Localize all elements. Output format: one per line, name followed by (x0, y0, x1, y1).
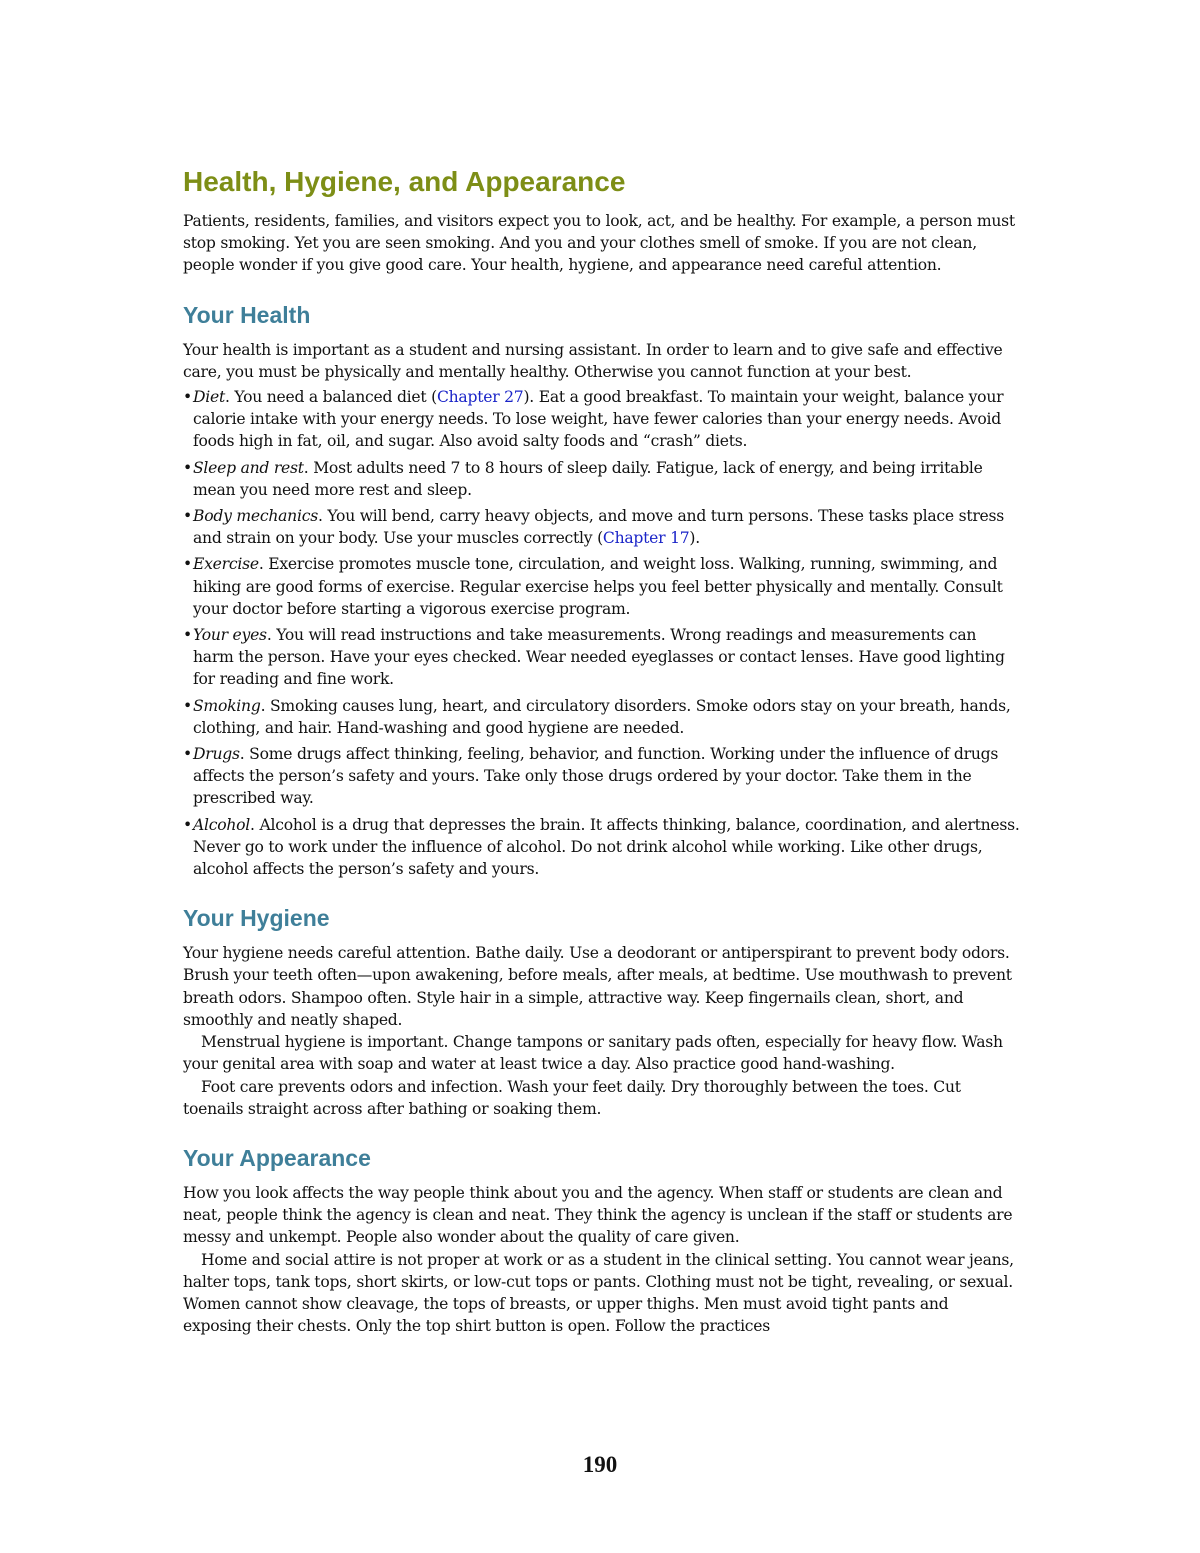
hygiene-paragraph: Foot care prevents odors and infection. Wash your feet daily. Dry thoroughly between the toes. Cut toenails straight across after bathing or soaking them. (183, 1077, 961, 1118)
chapter-link[interactable]: Chapter 17 (602, 529, 690, 548)
bullet-text: . Alcohol is a drug that depresses the brain. It affects thinking, balance, coordination, and alertness. Never go to work under the influence of alcohol. Do not drink alcohol while working. Like other drugs, alcohol affects the person’s safety and yours. (193, 815, 1020, 879)
hygiene-paragraph: Your hygiene needs careful attention. Bathe daily. Use a deodorant or antiperspirant to prevent body odors. Brush your teeth often—upon awakening, before meals, after meals, at bedtime. Use mouthwash to prevent breath odors. Shampoo often. Style hair in a simple, attractive way. Keep fingernails clean, short, and smoothly and neatly shaped. (183, 944, 1012, 1029)
bullet-icon: • (183, 388, 192, 407)
list-item (183, 695, 1020, 739)
bullet-icon: • (183, 745, 192, 764)
list-item (183, 814, 1020, 881)
bullet-icon: • (183, 626, 192, 645)
bullet-text: . You will bend, carry heavy objects, and move and turn persons. These tasks place stress and strain on your body. Use your muscles correctly ( (193, 507, 1005, 548)
chapter-link[interactable]: Chapter 27 (436, 388, 524, 407)
section-heading-hygiene: Your Hygiene (183, 905, 330, 932)
list-item (183, 386, 1020, 453)
bullet-icon: • (183, 507, 192, 526)
bullet-term: Sleep and rest (193, 458, 304, 477)
bullet-text: ). Eat a good breakfast. To maintain your weight, balance your calorie intake with your energy needs. To lose weight, have fewer calories than your energy needs. Avoid foods high in fat, oil, and sugar. Also avoid salty foods and “crash” diets. (193, 388, 1004, 451)
bullet-term: Alcohol (193, 815, 251, 834)
section-heading-health: Your Health (183, 301, 311, 328)
bullet-term: Body mechanics (193, 507, 318, 526)
list-item (183, 624, 1020, 691)
bullet-text: . You will read instructions and take measurements. Wrong readings and measurements can harm the person. Have your eyes checked. Wear needed eyeglasses or contact lenses. Have good lighting for reading and fine work. (193, 626, 1005, 689)
bullet-term: Smoking (193, 696, 261, 715)
page-number: 190 (582, 1452, 618, 1477)
bullet-term: Drugs (193, 745, 240, 764)
list-item (183, 505, 1020, 549)
bullet-icon: • (183, 815, 192, 834)
bullet-term: Exercise (193, 555, 259, 574)
appearance-paragraph: Home and social attire is not proper at work or as a student in the clinical setting. You cannot wear jeans, halter tops, tank tops, short skirts, or low-cut tops or pants. Clothing must not be tight, revealing, or sexual. Women cannot show cleavage, the tops of breasts, or upper thighs. Men must avoid tight pants and exposing their chests. Only the top shirt button is open. Follow the practices (183, 1250, 1014, 1336)
bullet-text: . Exercise promotes muscle tone, circulation, and weight loss. Walking, running, swimming, and hiking are good forms of exercise. Regular exercise helps you feel better physically and mentally. Consult your doctor before starting a vigorous exercise program. (193, 555, 1003, 618)
bullet-text: ). (689, 529, 700, 548)
intro-paragraph: Patients, residents, families, and visitors expect you to look, act, and be healthy. For example, a person must stop smoking. Yet you are seen smoking. And you and your clothes smell of smoke. If you are not clean, people wonder if you give good care. Your health, hygiene, and appearance need careful attention. (183, 212, 1015, 275)
bullet-text: . Most adults need 7 to 8 hours of sleep daily. Fatigue, lack of energy, and being irritable mean you need more rest and sleep. (193, 458, 983, 499)
page-title: Health, Hygiene, and Appearance (183, 166, 626, 197)
list-item (183, 743, 1020, 810)
hygiene-paragraph: Menstrual hygiene is important. Change tampons or sanitary pads often, especially for heavy flow. Wash your genital area with soap and water at least twice a day. Also practice good hand-washing. (183, 1033, 1003, 1074)
list-item (183, 457, 1020, 501)
list-item (183, 553, 1020, 620)
bullet-icon: • (183, 555, 192, 574)
bullet-text: . Some drugs affect thinking, feeling, behavior, and function. Working under the influence of drugs affects the person’s safety and yours. Take only those drugs ordered by your doctor. Take them in the prescribed way. (193, 745, 999, 808)
bullet-icon: • (183, 696, 192, 715)
appearance-paragraph: How you look affects the way people think about you and the agency. When staff or students are clean and neat, people think the agency is clean and neat. They think the agency is unclean if the staff or students are messy and unkempt. People also wonder about the quality of care given. (183, 1183, 1013, 1247)
bullet-term: Your eyes (193, 626, 267, 645)
bullet-text: . Smoking causes lung, heart, and circulatory disorders. Smoke odors stay on your breath, hands, clothing, and hair. Hand-washing and good hygiene are needed. (193, 696, 1011, 737)
bullet-term: Diet (193, 388, 225, 407)
health-intro-paragraph: Your health is important as a student and nursing assistant. In order to learn and to give safe and effective care, you must be physically and mentally healthy. Otherwise you cannot function at your best. (183, 340, 1003, 381)
health-bullet-list (183, 386, 1020, 880)
bullet-text: . You need a balanced diet ( (225, 388, 437, 407)
section-heading-appearance: Your Appearance (183, 1144, 371, 1171)
bullet-icon: • (183, 458, 192, 477)
